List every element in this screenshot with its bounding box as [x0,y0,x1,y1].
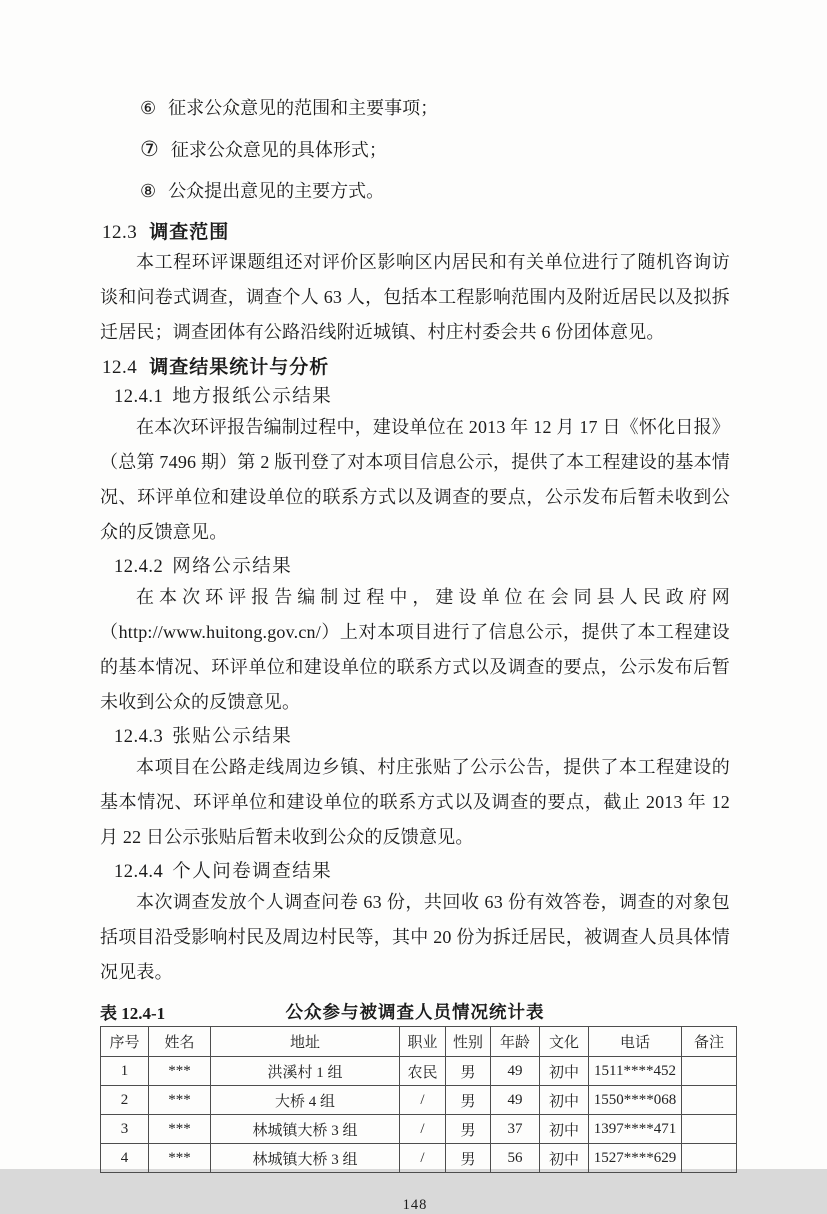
bullet-item-7 [140,137,730,162]
column-header-remarks: 备注 [682,1027,737,1057]
table-cell: 1397****471 [589,1115,682,1144]
table-cell: 林城镇大桥 3 组 [211,1144,400,1173]
table-cell: / [400,1144,446,1173]
subsection-number: 12.4.1 [114,387,164,407]
table-cell: 初中 [540,1057,589,1086]
column-header-address: 地址 [211,1027,400,1057]
section-number: 12.4 [102,357,138,378]
section-heading-12-4 [102,355,730,380]
table-cell: / [400,1115,446,1144]
bullet-text: 公众提出意见的主要方式。 [168,181,385,201]
table-cell [682,1144,737,1173]
paragraph-12-4-4: 本次调查发放个人调查问卷 63 份，共回收 63 份有效答卷，调查的对象包括项目沿受影响村民及周边村民等，其中 20 份为拆迁居民，被调查人员具体情况见表。 [100,892,730,982]
table-cell: 37 [491,1115,540,1144]
subsection-number: 12.4.3 [114,727,164,747]
table-cell: 大桥 4 组 [211,1086,400,1115]
table-row [101,1086,737,1115]
subsection-title: 个人问卷调查结果 [172,862,333,882]
subsection-title: 张贴公示结果 [172,727,293,747]
circled-6-marker: ⑥ [140,98,157,118]
section-title: 调查范围 [149,222,230,243]
table-cell: 56 [491,1144,540,1173]
table-cell: 1527****629 [589,1144,682,1173]
section-heading-12-3 [102,220,730,245]
circled-8-marker: ⑧ [140,181,157,201]
column-header-age: 年龄 [491,1027,540,1057]
table-caption [100,999,730,1023]
table-cell: 49 [491,1086,540,1115]
column-header-gender: 性别 [446,1027,491,1057]
table-cell: 农民 [400,1057,446,1086]
paragraph-12-4-1: 在本次环评报告编制过程中，建设单位在 2013 年 12 月 17 日《怀化日报》（总第 7496 期）第 2 版刊登了对本项目信息公示，提供了本工程建设的基本情况、环评单位和建设单位的联系方式以及调查的要点，公示发布后暂未收到公众的反馈意见。 [100,417,730,542]
table-cell: 男 [446,1144,491,1173]
paragraph-12-4-2: 在本次环评报告编制过程中，建设单位在会同县人民政府网（http://www.huitong.gov.cn/）上对本项目进行了信息公示，提供了本工程建设的基本情况、环评单位和建设单位的联系方式以及调查的要点，公示发布后暂未收到公众的反馈意见。 [100,587,730,712]
table-label: 表 12.4-1 [100,1004,166,1023]
table-cell: *** [149,1115,211,1144]
table-cell: *** [149,1057,211,1086]
section-number: 12.3 [102,222,138,243]
section-title: 调查结果统计与分析 [149,357,330,378]
table-cell: 男 [446,1057,491,1086]
subsection-number: 12.4.2 [114,557,164,577]
table-cell: *** [149,1144,211,1173]
table-cell: 初中 [540,1086,589,1115]
table-cell [682,1086,737,1115]
table-cell: *** [149,1086,211,1115]
table-cell: 男 [446,1086,491,1115]
table-row [101,1115,737,1144]
table-cell: 1550****068 [589,1086,682,1115]
table-cell: 2 [101,1086,149,1115]
table-cell: / [400,1086,446,1115]
paragraph-12-3: 本工程环评课题组还对评价区影响区内居民和有关单位进行了随机咨询访谈和问卷式调查，调查个人 63 人，包括本工程影响范围内及附近居民以及拟拆迁居民；调查团体有公路沿线附近城镇、村庄村委会共 6 份团体意见。 [100,252,730,342]
table-row [101,1144,737,1173]
table-header-row [101,1027,737,1057]
table-cell: 4 [101,1144,149,1173]
bullet-list [100,96,730,203]
subsection-heading-12-4-2 [114,555,730,580]
bullet-item-8 [140,179,730,203]
survey-respondents-table [100,1026,737,1173]
table-row [101,1057,737,1086]
table-cell: 林城镇大桥 3 组 [211,1115,400,1144]
column-header-occupation: 职业 [400,1027,446,1057]
table-cell: 1 [101,1057,149,1086]
circled-7-marker: ⑦ [140,137,159,161]
page-number: 148 [402,1197,428,1213]
subsection-heading-12-4-4 [114,860,730,885]
table-cell: 男 [446,1115,491,1144]
table-cell: 初中 [540,1115,589,1144]
table-title: 公众参与被调查人员情况统计表 [285,1002,545,1022]
column-header-name: 姓名 [149,1027,211,1057]
table-cell [682,1057,737,1086]
table-cell: 洪溪村 1 组 [211,1057,400,1086]
subsection-heading-12-4-1 [114,385,730,410]
column-header-education: 文化 [540,1027,589,1057]
table-cell [682,1115,737,1144]
column-header-index: 序号 [101,1027,149,1057]
table-cell: 49 [491,1057,540,1086]
subsection-heading-12-4-3 [114,725,730,750]
bullet-item-6 [140,96,730,120]
bullet-text: 征求公众意见的范围和主要事项； [168,98,439,118]
subsection-number: 12.4.4 [114,862,164,882]
subsection-title: 网络公示结果 [172,557,293,577]
column-header-phone: 电话 [589,1027,682,1057]
table-cell: 初中 [540,1144,589,1173]
bullet-text: 征求公众意见的具体形式； [170,140,387,160]
paragraph-12-4-3: 本项目在公路走线周边乡镇、村庄张贴了公示公告，提供了本工程建设的基本情况、环评单位和建设单位的联系方式以及调查的要点，截止 2013 年 12 月 22 日公示张贴后暂未收到公众的反馈意见。 [100,757,730,847]
subsection-title: 地方报纸公示结果 [172,387,333,407]
table-cell: 3 [101,1115,149,1144]
table-cell: 1511****452 [589,1057,682,1086]
